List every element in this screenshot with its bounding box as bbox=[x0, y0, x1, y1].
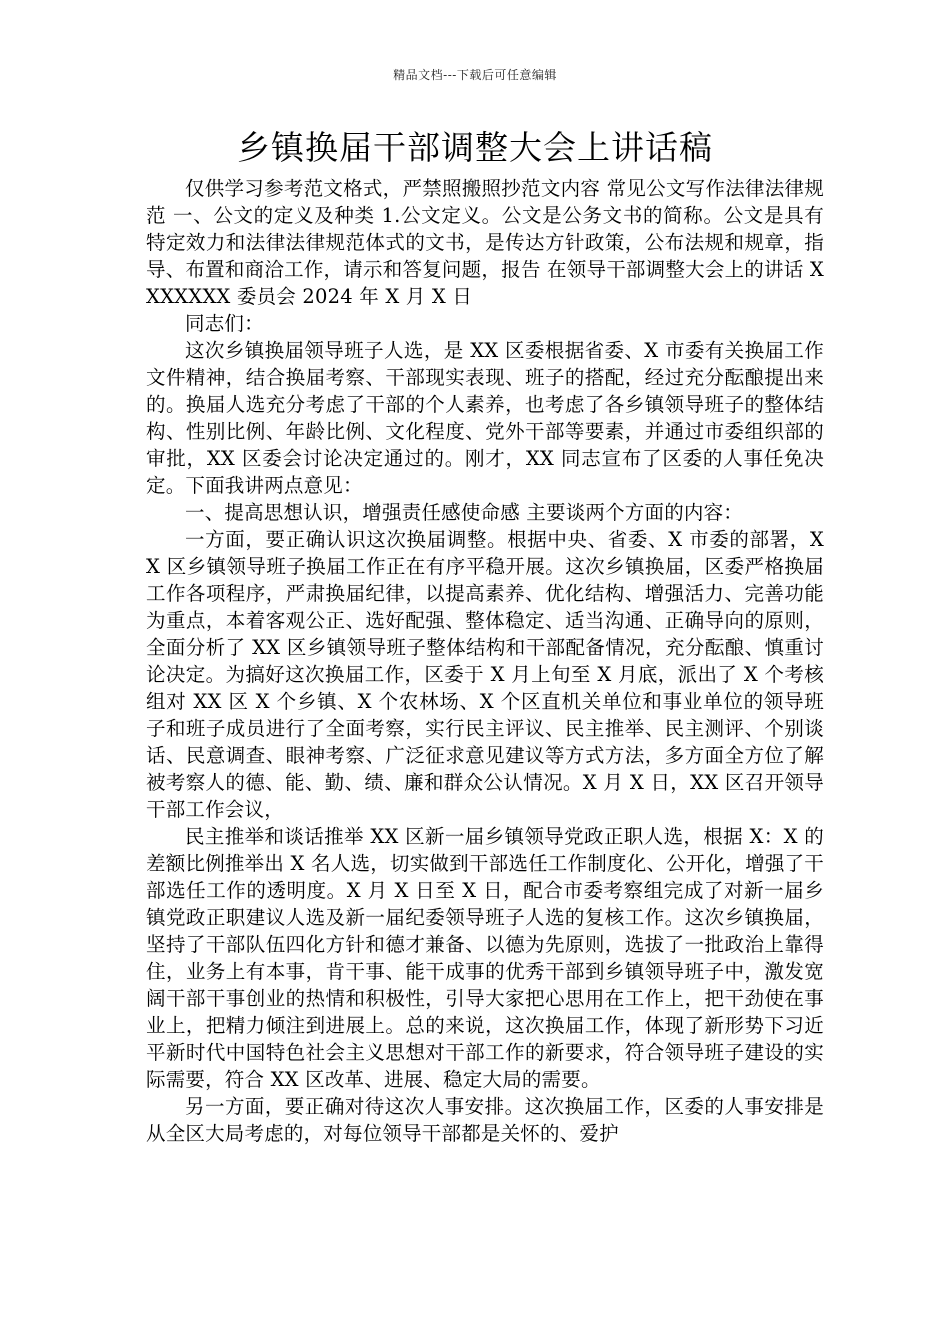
paragraph-intro: 仅供学习参考范文格式，严禁照搬照抄范文内容 常见公文写作法律法律规范 一、公文的定义及种类 1.公文定义。公文是公务文书的简称。公文是具有特定效力和法律法律规范体式的文书，是传达方针政策，公布法规和规章，指导、布置和商洽工作，请示和答复问题，报告 在领导干部调整大会上的讲话 XXXXXXX 委员会 2024 年 X 月 X 日 bbox=[146, 177, 824, 308]
paragraph-salutation: 同志们： bbox=[185, 312, 264, 335]
paragraph: 另一方面，要正确对待这次人事安排。这次换届工作，区委的人事安排是从全区大局考虑的，对每位领导干部都是关怀的、爱护 bbox=[146, 1095, 824, 1145]
paragraph: 这次乡镇换届领导班子人选，是 XX 区委根据省委、X 市委有关换届工作文件精神，结合换届考察、干部现实表现、班子的搭配，经过充分酝酿提出来的。换届人选充分考虑了干部的个人素养，也考虑了各乡镇领导班子的整体结构、性别比例、年龄比例、文化程度、党外干部等要素，并通过市委组织部的审批，XX 区委会讨论决定通过的。刚才，XX 同志宣布了区委的人事任免决定。下面我讲两点意见： bbox=[146, 339, 824, 497]
paragraph: 一方面，要正确认识这次换届调整。根据中央、省委、X 市委的部署，XX 区乡镇领导班子换届工作正在有序平稳开展。这次乡镇换届，区委严格换届工作各项程序，严肃换届纪律，以提高素养、优化结构、增强活力、完善功能为重点，本着客观公正、选好配强、整体稳定、适当沟通、正确导向的原则，全面分析了 XX 区乡镇领导班子整体结构和干部配备情况，充分酝酿、慎重讨论决定。为搞好这次换届工作，区委于 X 月上旬至 X 月底，派出了 X 个考核组对 XX 区 X 个乡镇、X 个农林场、X 个区直机关单位和事业单位的领导班子和班子成员进行了全面考察，实行民主评议、民主推举、民主测评、个别谈话、民意调查、眼神考察、广泛征求意见建议等方式方法，多方面全方位了解被考察人的德、能、勤、绩、廉和群众公认情况。X 月 X 日，XX 区召开领导干部工作会议， bbox=[146, 528, 824, 821]
header-note: 精品文档---下载后可任意编辑 bbox=[393, 68, 557, 82]
paragraph: 民主推举和谈话推举 XX 区新一届乡镇领导党政正职人选，根据 X：X 的差额比例推举出 X 名人选，切实做到干部选任工作制度化、公开化，增强了干部选任工作的透明度。X 月 X 日至 X 日，配合市委考察组完成了对新一届乡镇党政正职建议人选及新一届纪委领导班子人选的复核工作。这次乡镇换届，坚持了干部队伍四化方针和德才兼备、以德为先原则，选拔了一批政治上靠得住，业务上有本事，肯干事、能干成事的优秀干部到乡镇领导班子中，激发宽阔干部干事创业的热情和积极性，引导大家把心思用在工作上，把干劲使在事业上，把精力倾注到进展上。总的来说，这次换届工作，体现了新形势下习近平新时代中国特色社会主义思想对干部工作的新要求，符合领导班子建设的实际需要，符合 XX 区改革、进展、稳定大局的需要。 bbox=[146, 825, 824, 1091]
document-title: 乡镇换届干部调整大会上讲话稿 bbox=[237, 128, 713, 167]
document-body bbox=[146, 175, 824, 1147]
paragraph-heading-1: 一、提高思想认识，增强责任感使命感 主要谈两个方面的内容： bbox=[185, 501, 743, 524]
